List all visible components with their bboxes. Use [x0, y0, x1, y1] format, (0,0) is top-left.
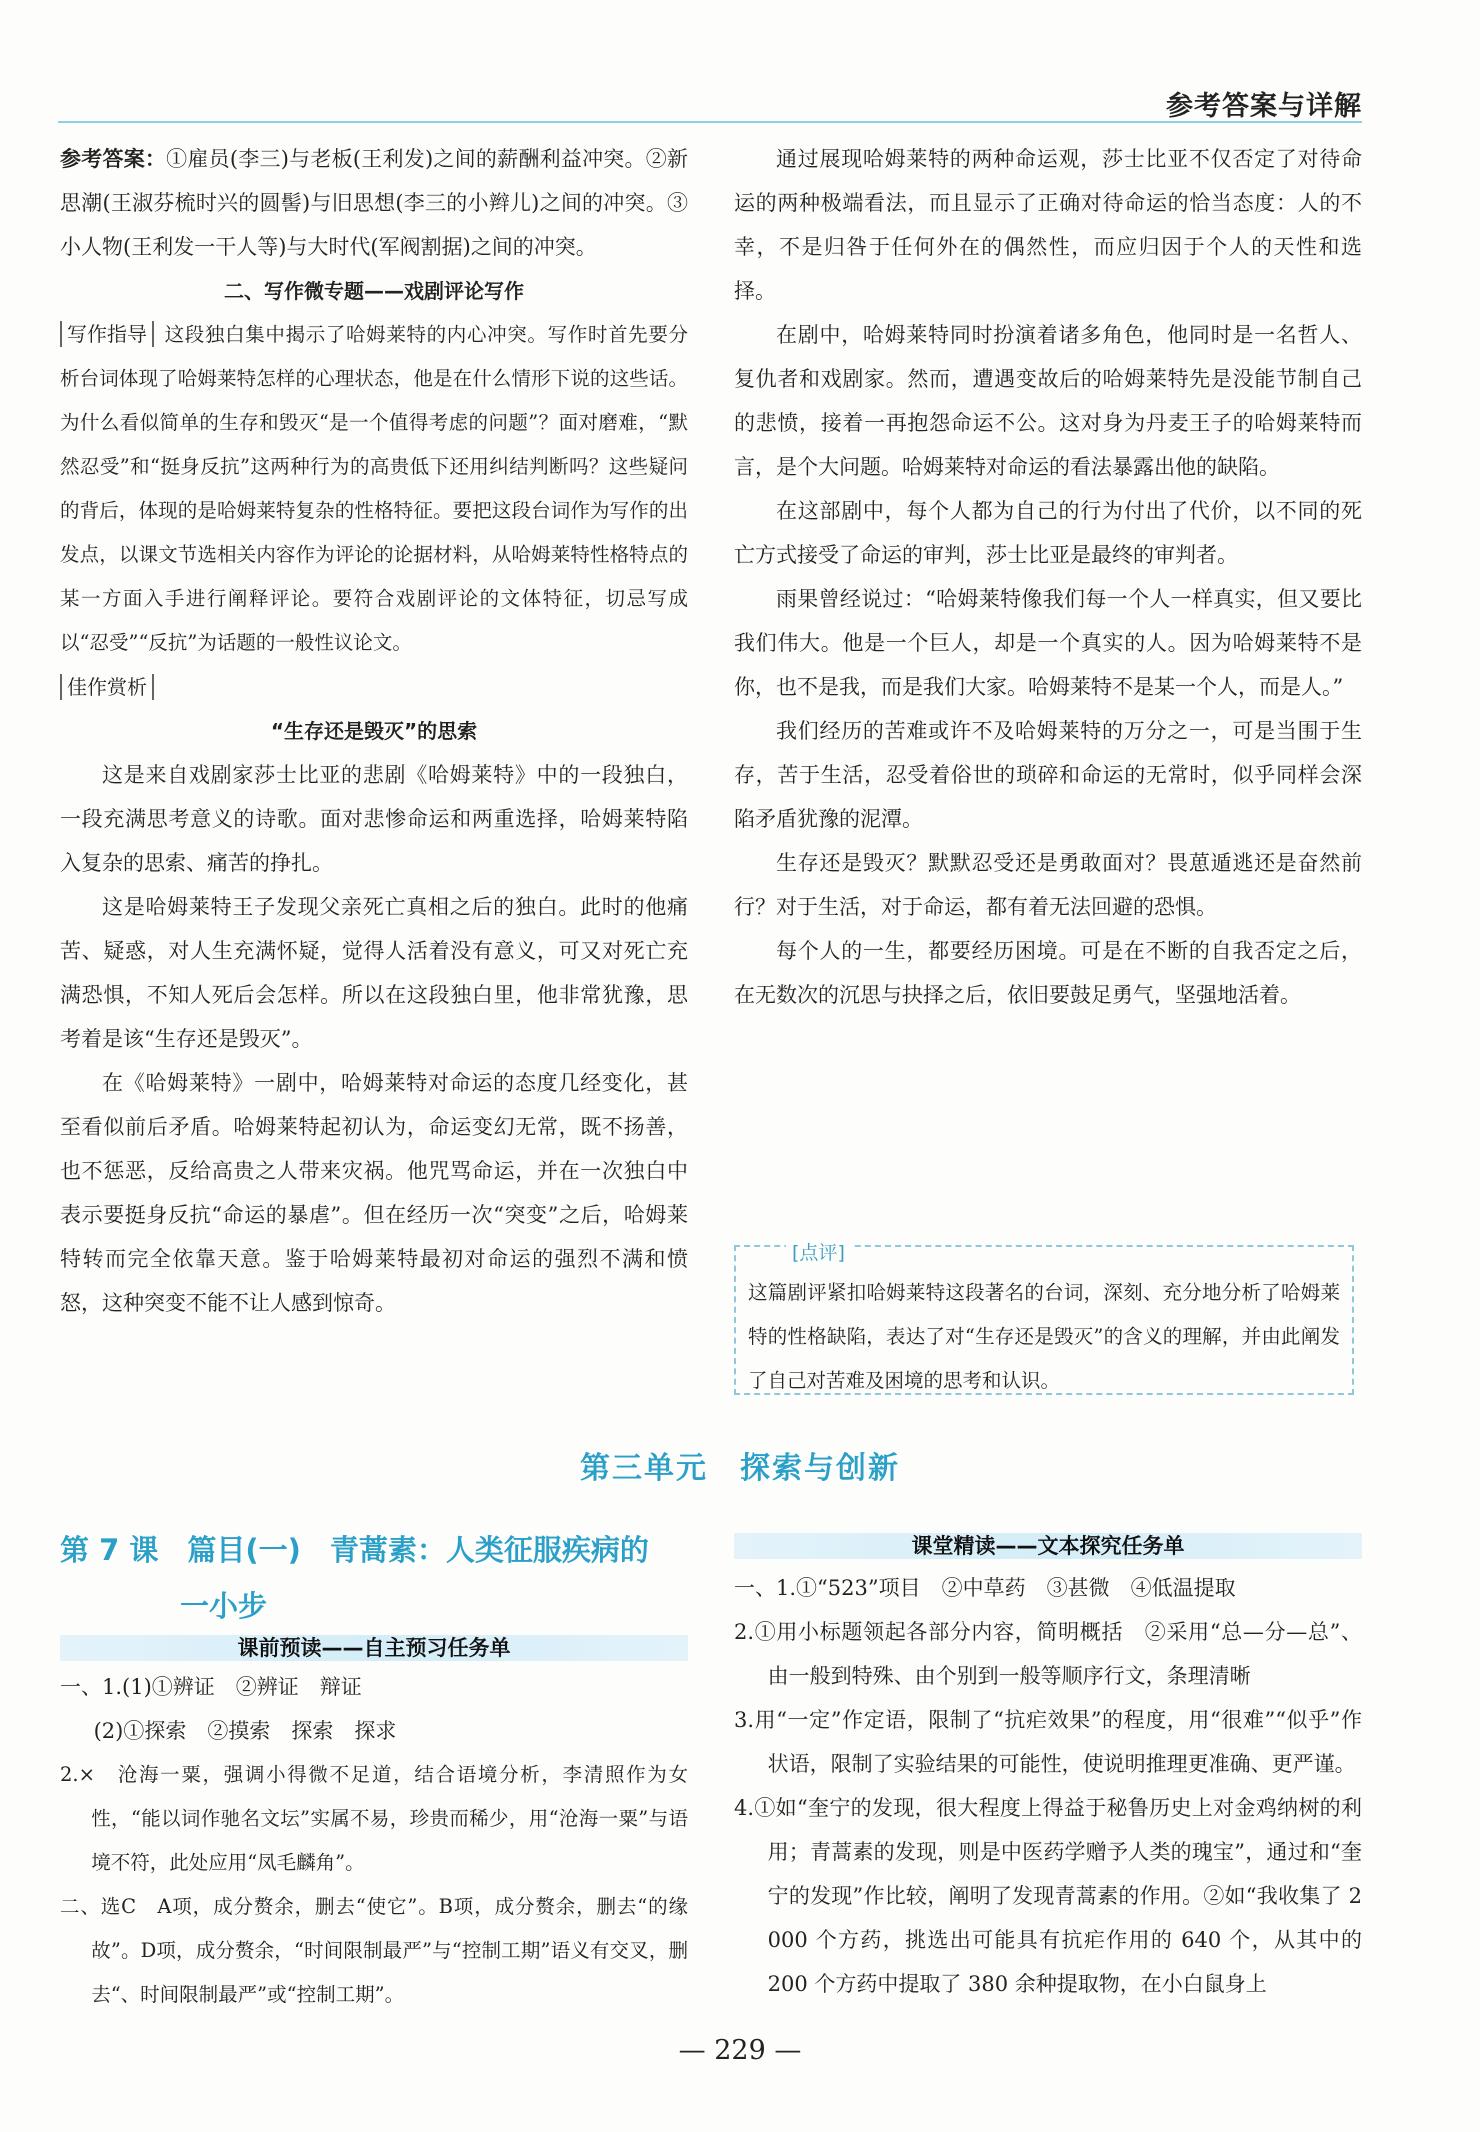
answer-line: 2.× 沧海一粟，强调小得微不足道，结合语境分析，李清照作为女性，“能以词作驰名文坛”实属不易，珍贵而稀少，用“沧海一粟”与语境不符，此处应用“凤毛麟角”。: [60, 1763, 688, 1874]
essay-title: “生存还是毁灭”的思索: [270, 719, 478, 743]
comment-box: [734, 1242, 1354, 1395]
section-heading: 二、写作微专题——戏剧评论写作: [224, 279, 524, 303]
answer-line: 一、1.①“523”项目 ②中草药 ③甚微 ④低温提取: [734, 1576, 1236, 1600]
right-column-top: [734, 137, 1362, 1017]
appreciation-tag: 佳作赏析: [60, 674, 154, 700]
answer-text: ①雇员(李三)与老板(王利发)之间的薪酬利益冲突。②新思潮(王淑芬梳时兴的圆髻)与旧思想(李三的小辫儿)之间的冲突。③小人物(王利发一干人等)与大时代(军阀割据)之间的冲突。: [60, 147, 688, 259]
left-column-top: [60, 137, 688, 1325]
essay-paragraph: 这是来自戏剧家莎士比亚的悲剧《哈姆莱特》中的一段独白，一段充满思考意义的诗歌。面对悲惨命运和两重选择，哈姆莱特陷入复杂的思索、痛苦的挣扎。: [60, 763, 688, 875]
guide-text: 这段独白集中揭示了哈姆莱特的内心冲突。写作时首先要分析台词体现了哈姆莱特怎样的心理状态，他是在什么情形下说的这些话。为什么看似简单的生存和毁灭“是一个值得考虑的问题”？面对磨难，“默然忍受”和“挺身反抗”这两种行为的高贵低下还用纠结判断吗？这些疑问的背后，体现的是哈姆莱特复杂的性格特征。要把这段台词作为写作的出发点，以课文节选相关内容作为评论的论据材料，从哈姆莱特性格特点的某一方面入手进行阐释评论。要符合戏剧评论的文体特征，切忌写成以“忍受”“反抗”为话题的一般性议论文。: [60, 323, 688, 654]
essay-paragraph: 在《哈姆莱特》一剧中，哈姆莱特对命运的态度几经变化，甚至看似前后矛盾。哈姆莱特起初认为，命运变幻无常，既不扬善，也不惩恶，反给高贵之人带来灾祸。他咒骂命运，并在一次独白中表示要挺身反抗“命运的暴虐”。但在经历一次“突变”之后，哈姆莱特转而完全依靠天意。鉴于哈姆莱特最初对命运的强烈不满和愤怒，这种突变不能不让人感到惊奇。: [60, 1071, 688, 1315]
answer-label: 参考答案：: [60, 146, 167, 171]
essay-paragraph: 雨果曾经说过：“哈姆莱特像我们每一个人一样真实，但又要比我们伟大。他是一个巨人，却是一个真实的人。因为哈姆莱特不是你，也不是我，而是我们大家。哈姆莱特不是某一个人，而是人。”: [734, 587, 1362, 699]
answer-line: 4.①如“奎宁的发现，很大程度上得益于秘鲁历史上对金鸡纳树的利用；青蒿素的发现，则是中医药学赠予人类的瑰宝”，通过和“奎宁的发现”作比较，阐明了发现青蒿素的作用。②如“我收集了 2 000 个方药，挑选出可能具有抗疟作用的 640 个，从其中的 200 个方药中提取了 380 余种提取物，在小白鼠身上: [734, 1796, 1362, 1996]
unit-title: 第三单元 探索与创新: [580, 1451, 900, 1486]
lesson-title-line2: 一小步: [180, 1589, 268, 1623]
left-column-bottom: [60, 1665, 688, 2017]
header-title: 参考答案与详解: [1166, 91, 1362, 122]
essay-paragraph: 在这部剧中，每个人都为自己的行为付出了代价，以不同的死亡方式接受了命运的审判，莎士比亚是最终的审判者。: [734, 499, 1362, 567]
essay-paragraph: 这是哈姆莱特王子发现父亲死亡真相之后的独白。此时的他痛苦、疑惑，对人生充满怀疑，觉得人活着没有意义，可又对死亡充满恐惧，不知人死后会怎样。所以在这段独白里，他非常犹豫，思考着是该“生存还是毁灭”。: [60, 895, 688, 1051]
writing-guide: [60, 313, 688, 665]
preview-band: 课前预读——自主预习任务单: [60, 1635, 688, 1661]
answer-paragraph: [60, 137, 688, 269]
header-rule: [58, 121, 1362, 123]
comment-tag: [点评]: [786, 1231, 851, 1275]
answer-line: 2.①用小标题领起各部分内容，简明概括 ②采用“总—分—总”、由一般到特殊、由个别到一般等顺序行文，条理清晰: [734, 1620, 1362, 1688]
lesson-title-line1: 第 7 课 篇目(一) 青蒿素：人类征服疾病的: [60, 1533, 649, 1567]
essay-paragraph: 在剧中，哈姆莱特同时扮演着诸多角色，他同时是一名哲人、复仇者和戏剧家。然而，遭遇变故后的哈姆莱特先是没能节制自己的悲愤，接着一再抱怨命运不公。这对身为丹麦王子的哈姆莱特而言，是个大问题。哈姆莱特对命运的看法暴露出他的缺陷。: [734, 323, 1362, 479]
page-number: — 229 —: [678, 2035, 802, 2066]
essay-paragraph: 每个人的一生，都要经历困境。可是在不断的自我否定之后，在无数次的沉思与抉择之后，依旧要鼓足勇气，坚强地活着。: [734, 939, 1362, 1007]
lesson-title: [60, 1522, 700, 1634]
reading-band: 课堂精读——文本探究任务单: [734, 1533, 1362, 1559]
essay-paragraph: 通过展现哈姆莱特的两种命运观，莎士比亚不仅否定了对待命运的两种极端看法，而且显示了正确对待命运的恰当态度：人的不幸，不是归咎于任何外在的偶然性，而应归因于个人的天性和选择。: [734, 147, 1362, 303]
answer-line: 二、选C A项，成分赘余，删去“使它”。B项，成分赘余，删去“的缘故”。D项，成分赘余，“时间限制最严”与“控制工期”语义有交叉，删去“、时间限制最严”或“控制工期”。: [60, 1895, 688, 2006]
appreciation-row: [60, 665, 688, 709]
answer-line: 一、1.(1)①辨证 ②辨证 辩证: [60, 1675, 362, 1699]
right-column-bottom: [734, 1566, 1362, 2006]
guide-tag: 写作指导: [60, 321, 154, 347]
answer-line: (2)①探索 ②摸索 探索 探求: [93, 1719, 397, 1743]
comment-text: 这篇剧评紧扣哈姆莱特这段著名的台词，深刻、充分地分析了哈姆莱特的性格缺陷，表达了对“生存还是毁灭”的含义的理解，并由此阐发了自己对苦难及困境的思考和认识。: [748, 1281, 1340, 1392]
answer-line: 3.用“一定”作定语，限制了“抗疟效果”的程度，用“很难”“似乎”作状语，限制了实验结果的可能性，使说明推理更准确、更严谨。: [734, 1708, 1362, 1776]
essay-paragraph: 生存还是毁灭？默默忍受还是勇敢面对？畏葸遁逃还是奋然前行？对于生活，对于命运，都有着无法回避的恐惧。: [734, 851, 1362, 919]
essay-paragraph: 我们经历的苦难或许不及哈姆莱特的万分之一，可是当围于生存，苦于生活，忍受着俗世的琐碎和命运的无常时，似乎同样会深陷矛盾犹豫的泥潭。: [734, 719, 1362, 831]
